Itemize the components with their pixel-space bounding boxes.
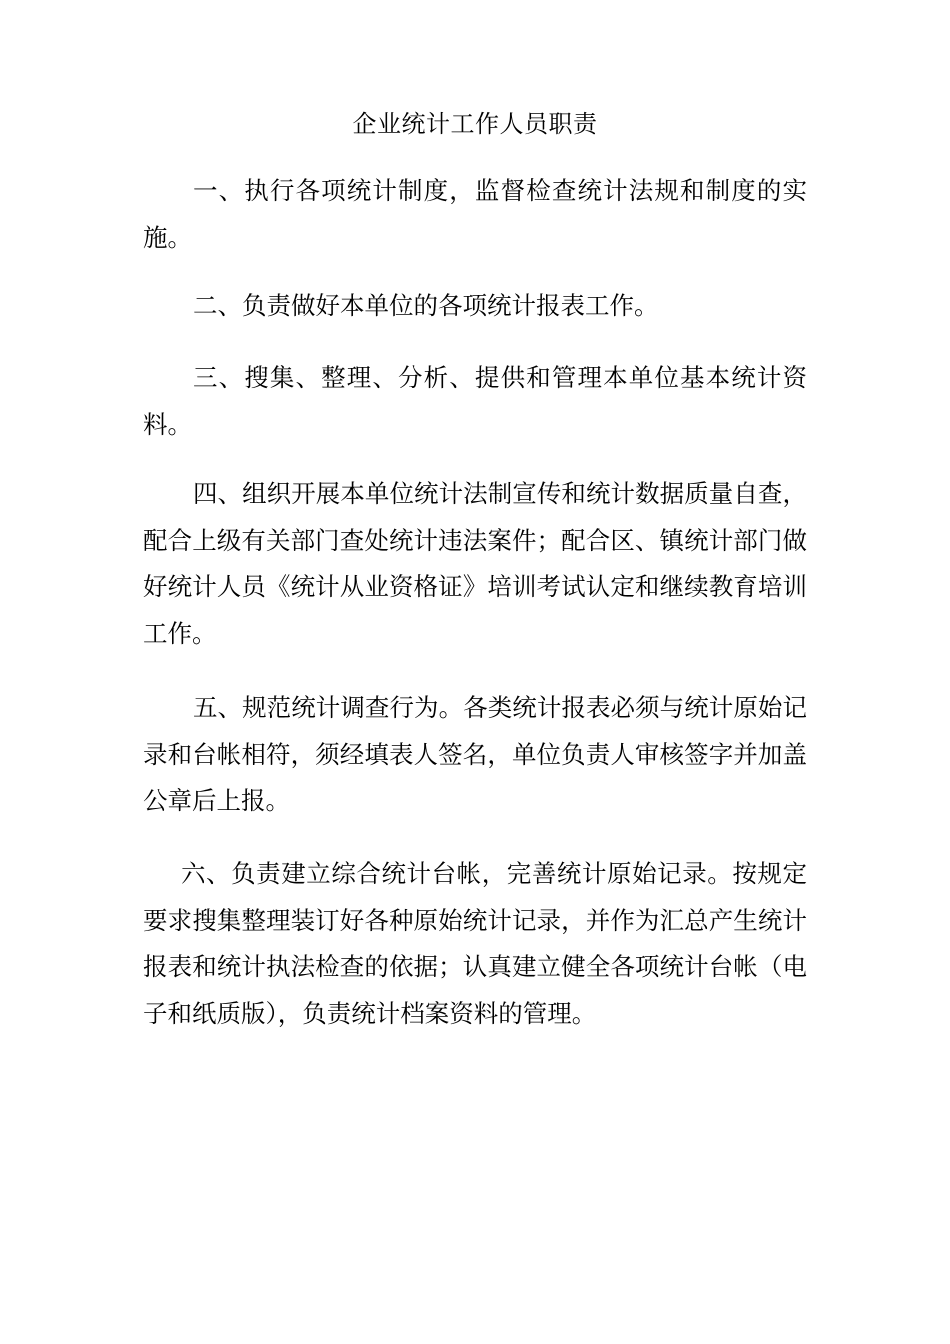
duty-paragraph-2: 二、负责做好本单位的各项统计报表工作。 [193, 291, 659, 320]
duty-paragraph-1: 一、执行各项统计制度，监督检查统计法规和制度的实施。 [143, 176, 807, 252]
duty-paragraph-5: 五、规范统计调查行为。各类统计报表必须与统计原始记录和台帐相符，须经填表人签名，单位负责人审核签字并加盖公章后上报。 [143, 693, 807, 815]
duty-paragraph-4: 四、组织开展本单位统计法制宣传和统计数据质量自查，配合上级有关部门查处统计违法案件；配合区、镇统计部门做好统计人员《统计从业资格证》培训考试认定和继续教育培训工作。 [143, 479, 807, 648]
document-title: 企业统计工作人员职责 [352, 110, 598, 138]
duty-paragraph-3: 三、搜集、整理、分析、提供和管理本单位基本统计资料。 [143, 363, 807, 439]
duty-paragraph-6: 六、负责建立综合统计台帐，完善统计原始记录。按规定要求搜集整理装订好各种原始统计记录，并作为汇总产生统计报表和统计执法检查的依据；认真建立健全各项统计台帐（电子和纸质版），负责统计档案资料的管理。 [143, 859, 807, 1028]
